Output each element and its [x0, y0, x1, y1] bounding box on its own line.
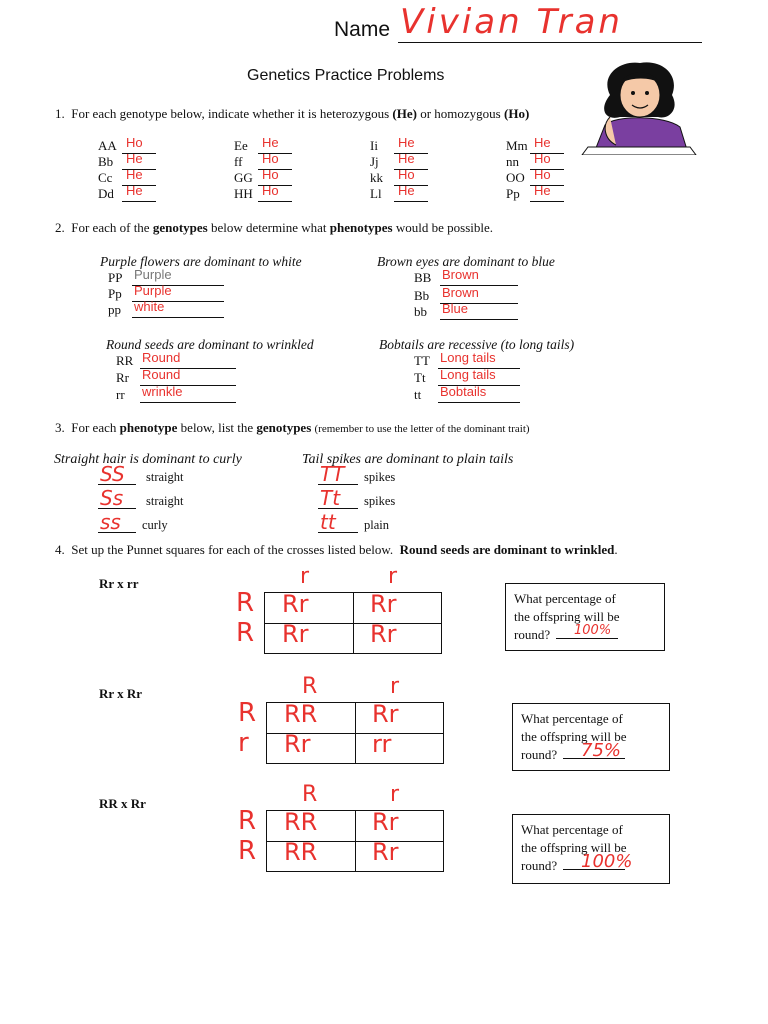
- punnett-cell-value[interactable]: Rr: [284, 730, 311, 758]
- q2-answer[interactable]: Brown: [442, 267, 479, 282]
- q2-answer-line: [132, 317, 224, 318]
- q1-answer[interactable]: He: [398, 135, 415, 150]
- percentage-question-box: [512, 814, 670, 884]
- thinking-girl-illustration: [580, 55, 698, 155]
- question-line-answer: [521, 740, 661, 764]
- q4-cross-label: Rr x Rr: [99, 686, 143, 701]
- q2-genotype: Tt: [414, 370, 426, 385]
- punnett-cell-value[interactable]: Rr: [372, 808, 399, 836]
- q4-cross-label: Rr x rr: [99, 576, 139, 591]
- q3-right-answer[interactable]: tt: [320, 510, 336, 534]
- q3-left-phenotype: curly: [142, 518, 168, 532]
- name-label: Name: [334, 18, 391, 41]
- q2-genotype: TT: [414, 353, 430, 368]
- q2-answer[interactable]: Long tails: [440, 350, 496, 365]
- q4-cross-label: RR x Rr: [99, 796, 146, 811]
- q2-group-heading: Bobtails are recessive (to long tails): [379, 337, 575, 352]
- q1-answer[interactable]: Ho: [534, 151, 551, 166]
- q1-answer[interactable]: He: [126, 167, 143, 182]
- q1-genotype: nn: [506, 154, 519, 169]
- q4-prompt: 4. Set up the Punnet squares for each of the crosses listed below. Round seeds are dominant to wrinkled.: [55, 542, 618, 557]
- q1-answer[interactable]: Ho: [126, 135, 143, 150]
- question-line: the offspring will be: [521, 729, 627, 744]
- q3-left-heading: Straight hair is dominant to curly: [54, 452, 242, 467]
- q1-answer-line: [258, 201, 292, 202]
- q2-answer-line: [440, 319, 518, 320]
- q1-prompt: 1. For each genotype below, indicate whether it is heterozygous (He) or homozygous (Ho): [55, 106, 530, 121]
- question-line-answer: [514, 623, 656, 644]
- q2-prompt: 2. For each of the genotypes below determine what phenotypes would be possible.: [55, 220, 493, 235]
- percentage-question-box: [512, 703, 670, 771]
- q2-answer[interactable]: Round: [142, 350, 181, 365]
- q2-genotype: pp: [108, 302, 121, 317]
- q2-answer[interactable]: Long tails: [440, 367, 496, 382]
- punnett-side-allele[interactable]: R: [238, 806, 257, 836]
- q3-right-answer[interactable]: TT: [320, 462, 345, 486]
- q1-answer[interactable]: He: [262, 135, 279, 150]
- q1-answer[interactable]: He: [126, 151, 143, 166]
- punnett-cell-value[interactable]: rr: [372, 730, 392, 758]
- q2-genotype: bb: [414, 304, 427, 319]
- q1-genotype: AA: [98, 138, 117, 153]
- q3-left-answer[interactable]: ss: [100, 510, 121, 534]
- punnett-cell-value[interactable]: Rr: [372, 700, 399, 728]
- percentage-question-box: [505, 583, 665, 651]
- punnett-cell-value[interactable]: RR: [284, 700, 318, 728]
- q1-genotype: ff: [234, 154, 243, 169]
- q1-genotype: Ll: [370, 186, 382, 201]
- q3-right-phenotype: spikes: [364, 494, 396, 508]
- q1-answer-line: [530, 201, 564, 202]
- punnett-cell-value[interactable]: RR: [284, 838, 318, 866]
- question-line: the offspring will be: [521, 840, 627, 855]
- q2-genotype: tt: [414, 387, 422, 402]
- q1-genotype: kk: [370, 170, 383, 185]
- punnett-top-allele[interactable]: R: [302, 674, 318, 699]
- question-line: What percentage of: [521, 822, 623, 837]
- q3-left-answer[interactable]: Ss: [100, 486, 124, 510]
- q2-answer[interactable]: Round: [142, 367, 181, 382]
- percentage-answer[interactable]: 100%: [581, 851, 633, 872]
- q1-answer[interactable]: Ho: [262, 167, 279, 182]
- q3-prompt: 3. For each phenotype below, list the genotypes (remember to use the letter of the dominant trait): [55, 420, 530, 435]
- q2-answer[interactable]: Purple: [134, 267, 172, 282]
- name-line: [398, 42, 702, 43]
- punnett-side-allele[interactable]: r: [238, 728, 249, 758]
- punnett-top-allele[interactable]: r: [388, 564, 398, 589]
- punnett-side-allele[interactable]: R: [238, 836, 257, 866]
- q3-right-phenotype: spikes: [364, 470, 396, 484]
- q1-answer[interactable]: Ho: [534, 167, 551, 182]
- percentage-answer[interactable]: 100%: [574, 623, 612, 638]
- q2-genotype: Pp: [108, 286, 122, 301]
- q2-answer[interactable]: Bobtails: [440, 384, 487, 399]
- q2-genotype: rr: [116, 387, 125, 402]
- q1-genotype: Mm: [506, 138, 528, 153]
- punnett-side-allele[interactable]: R: [238, 698, 257, 728]
- q2-group-heading: Round seeds are dominant to wrinkled: [106, 337, 314, 352]
- q2-genotype: Rr: [116, 370, 129, 385]
- q1-genotype: OO: [506, 170, 525, 185]
- q1-genotype: Bb: [98, 154, 114, 169]
- punnett-cell-value[interactable]: Rr: [370, 620, 397, 648]
- percentage-answer[interactable]: 75%: [581, 740, 622, 761]
- q1-answer[interactable]: He: [398, 183, 415, 198]
- punnett-top-allele[interactable]: r: [390, 674, 400, 699]
- q2-genotype: BB: [414, 270, 432, 285]
- q1-genotype: Dd: [98, 186, 114, 201]
- q2-answer[interactable]: wrinkle: [142, 384, 183, 399]
- q3-left-phenotype: straight: [146, 470, 184, 484]
- q1-answer[interactable]: He: [126, 183, 143, 198]
- punnett-side-allele[interactable]: R: [236, 618, 255, 648]
- punnett-cell-value[interactable]: Rr: [370, 590, 397, 618]
- q3-right-heading: Tail spikes are dominant to plain tails: [302, 452, 514, 467]
- q2-genotype: RR: [116, 353, 134, 368]
- page-title: Genetics Practice Problems: [247, 67, 445, 84]
- q1-genotype: Cc: [98, 170, 113, 185]
- q2-genotype: Bb: [414, 288, 430, 303]
- question-line: What percentage of: [521, 711, 623, 726]
- q1-answer[interactable]: He: [534, 135, 551, 150]
- punnett-top-allele[interactable]: r: [390, 782, 400, 807]
- q1-answer[interactable]: He: [534, 183, 551, 198]
- punnett-cell-value[interactable]: RR: [284, 808, 318, 836]
- q3-left-phenotype: straight: [146, 494, 184, 508]
- q3-right-answer[interactable]: Tt: [320, 486, 341, 510]
- question-round-label: round?: [521, 747, 558, 762]
- student-name[interactable]: Vivian Tran: [400, 2, 623, 42]
- q2-answer[interactable]: Blue: [442, 301, 469, 316]
- punnett-cell-value[interactable]: Rr: [282, 590, 309, 618]
- q1-answer[interactable]: Ho: [262, 151, 279, 166]
- q2-group-heading: Purple flowers are dominant to white: [100, 254, 302, 269]
- q2-answer[interactable]: Purple: [134, 283, 172, 298]
- punnett-cell-value[interactable]: Rr: [372, 838, 399, 866]
- q2-answer-line: [140, 402, 236, 403]
- punnett-side-allele[interactable]: R: [236, 588, 255, 618]
- question-round-label: round?: [514, 627, 551, 642]
- q1-answer-line: [122, 201, 156, 202]
- question-line: What percentage of: [514, 591, 616, 606]
- q1-answer-line: [394, 201, 428, 202]
- question-round-label: round?: [521, 858, 558, 873]
- q2-answer[interactable]: white: [134, 299, 165, 314]
- q1-genotype: Jj: [370, 154, 379, 169]
- q3-left-answer[interactable]: SS: [100, 462, 125, 486]
- punnett-cell-value[interactable]: Rr: [282, 620, 309, 648]
- punnett-top-allele[interactable]: R: [302, 782, 318, 807]
- q1-answer[interactable]: He: [398, 151, 415, 166]
- q2-answer-line: [438, 402, 520, 403]
- question-line: the offspring will be: [514, 609, 620, 624]
- q1-genotype: Ee: [234, 138, 248, 153]
- q1-genotype: HH: [234, 186, 253, 201]
- q1-genotype: Pp: [506, 186, 520, 201]
- q2-answer[interactable]: Brown: [442, 285, 479, 300]
- q1-answer[interactable]: Ho: [262, 183, 279, 198]
- q2-group-heading: Brown eyes are dominant to blue: [377, 254, 555, 269]
- question-line-answer: [521, 851, 661, 875]
- punnett-top-allele[interactable]: r: [300, 564, 310, 589]
- q2-genotype: PP: [108, 270, 123, 285]
- q1-answer[interactable]: Ho: [398, 167, 415, 182]
- q1-genotype: Ii: [370, 138, 378, 153]
- q1-genotype: GG: [234, 170, 253, 185]
- q3-right-phenotype: plain: [364, 518, 389, 532]
